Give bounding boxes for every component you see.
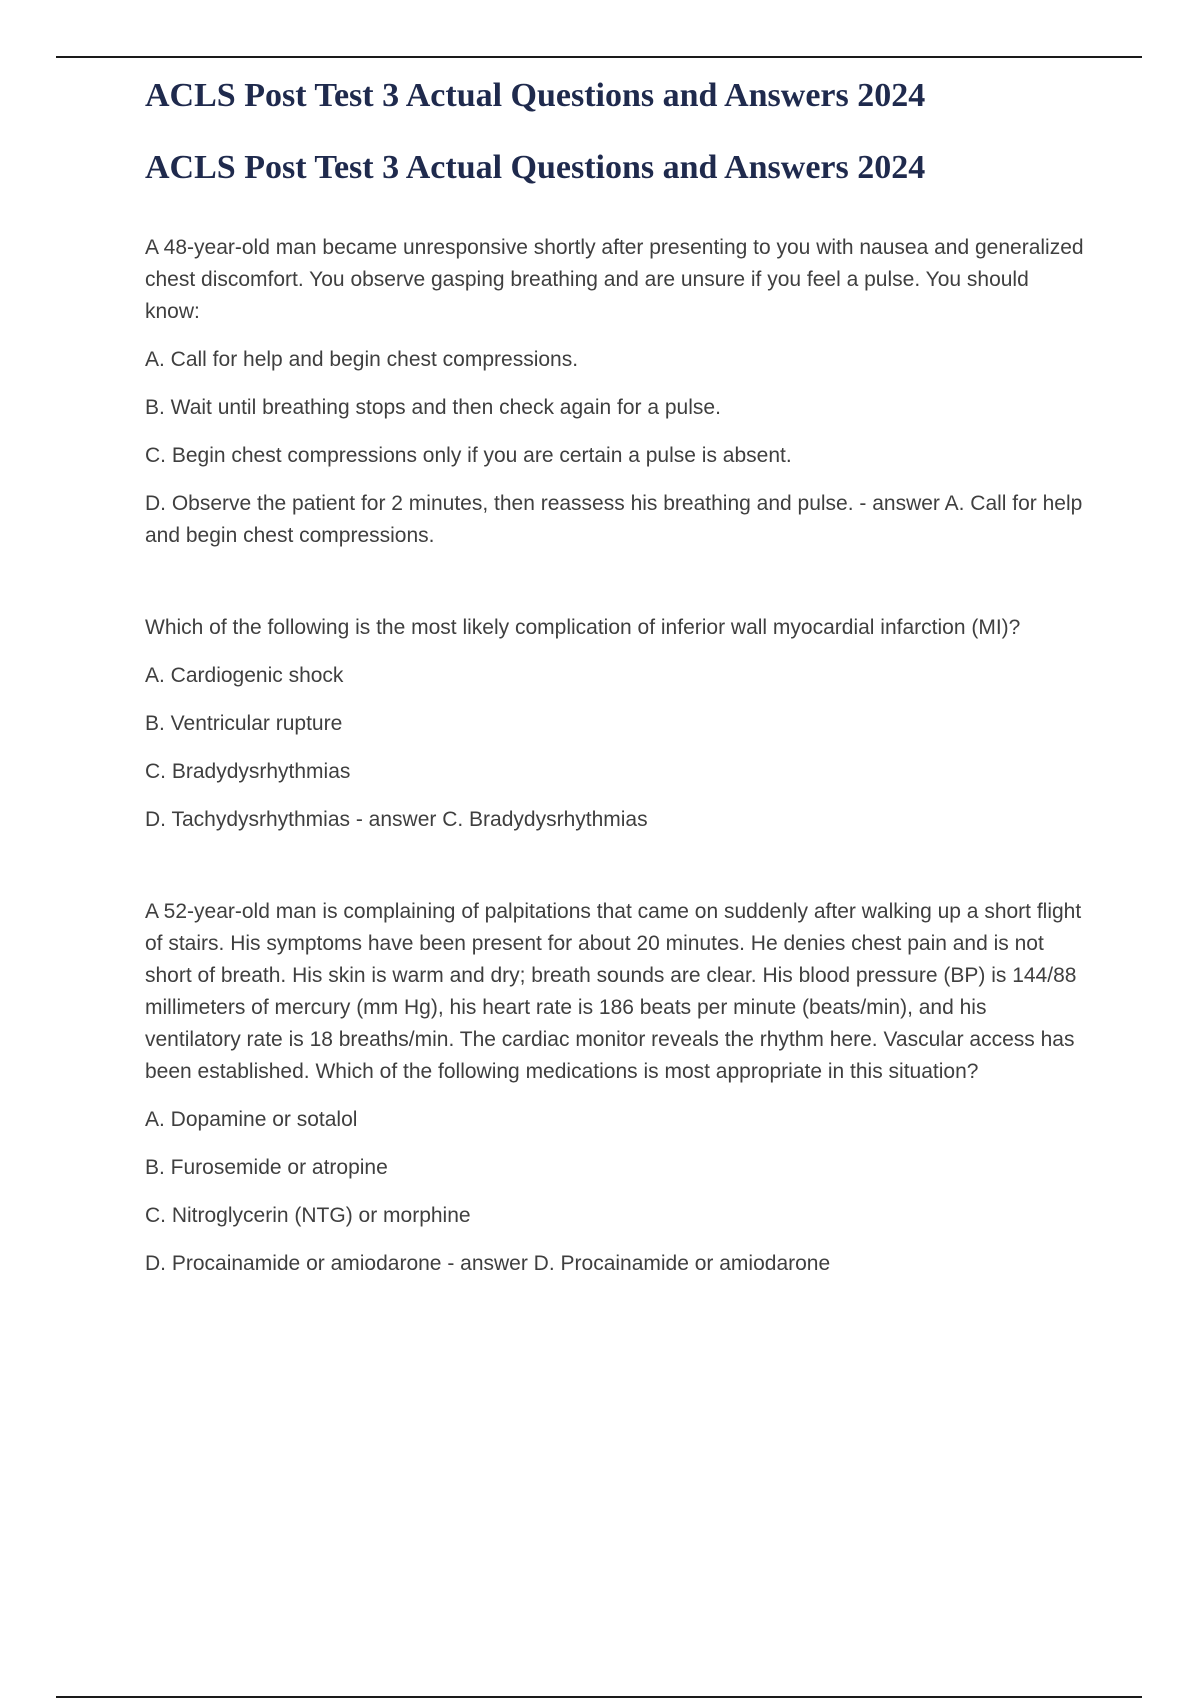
document-title: ACLS Post Test 3 Actual Questions and Answers 2024 <box>145 77 926 114</box>
question-text: A 48-year-old man became unresponsive shortly after presenting to you with nausea and generalized chest discomfort. You observe gasping breathing and are unsure if you feel a pulse. You should know: <box>145 236 1084 323</box>
question-3 <box>145 896 1085 1280</box>
answer-option-d: D. Observe the patient for 2 minutes, then reassess his breathing and pulse. - answer A. Call for help and begin chest compressions. <box>145 492 1083 547</box>
question-text: A 52-year-old man is complaining of palpitations that came on suddenly after walking up a short flight of stairs. His symptoms have been present for about 20 minutes. He denies chest pain and is not short of breath. His skin is warm and dry; breath sounds are clear. His blood pressure (BP) is 144/88 millimeters of mercury (mm Hg), his heart rate is 186 beats per minute (beats/min), and his ventilatory rate is 18 breaths/min. The cardiac monitor reveals the rhythm here. Vascular access has been established. Which of the following medications is most appropriate in this situation? <box>145 900 1082 1083</box>
bottom-rule <box>56 1696 1142 1698</box>
top-rule <box>56 56 1142 58</box>
answer-option-c: C. Begin chest compressions only if you are certain a pulse is absent. <box>145 444 792 467</box>
answer-option-c: C. Nitroglycerin (NTG) or morphine <box>145 1204 471 1227</box>
answer-option-d: D. Tachydysrhythmias - answer C. Bradydysrhythmias <box>145 808 648 831</box>
document-title-repeat: ACLS Post Test 3 Actual Questions and Answers 2024 <box>145 149 926 186</box>
document-body <box>145 70 1085 1296</box>
question-1 <box>145 232 1085 552</box>
answer-option-b: B. Ventricular rupture <box>145 712 343 735</box>
question-text: Which of the following is the most likely complication of inferior wall myocardial infarction (MI)? <box>145 616 1021 639</box>
answer-option-c: C. Bradydysrhythmias <box>145 760 351 783</box>
answer-option-a: A. Cardiogenic shock <box>145 664 344 687</box>
answer-option-a: A. Call for help and begin chest compressions. <box>145 348 579 371</box>
answer-option-b: B. Wait until breathing stops and then check again for a pulse. <box>145 396 721 419</box>
answer-option-b: B. Furosemide or atropine <box>145 1156 388 1179</box>
question-2 <box>145 612 1085 836</box>
answer-option-a: A. Dopamine or sotalol <box>145 1108 358 1131</box>
answer-option-d: D. Procainamide or amiodarone - answer D. Procainamide or amiodarone <box>145 1252 831 1275</box>
